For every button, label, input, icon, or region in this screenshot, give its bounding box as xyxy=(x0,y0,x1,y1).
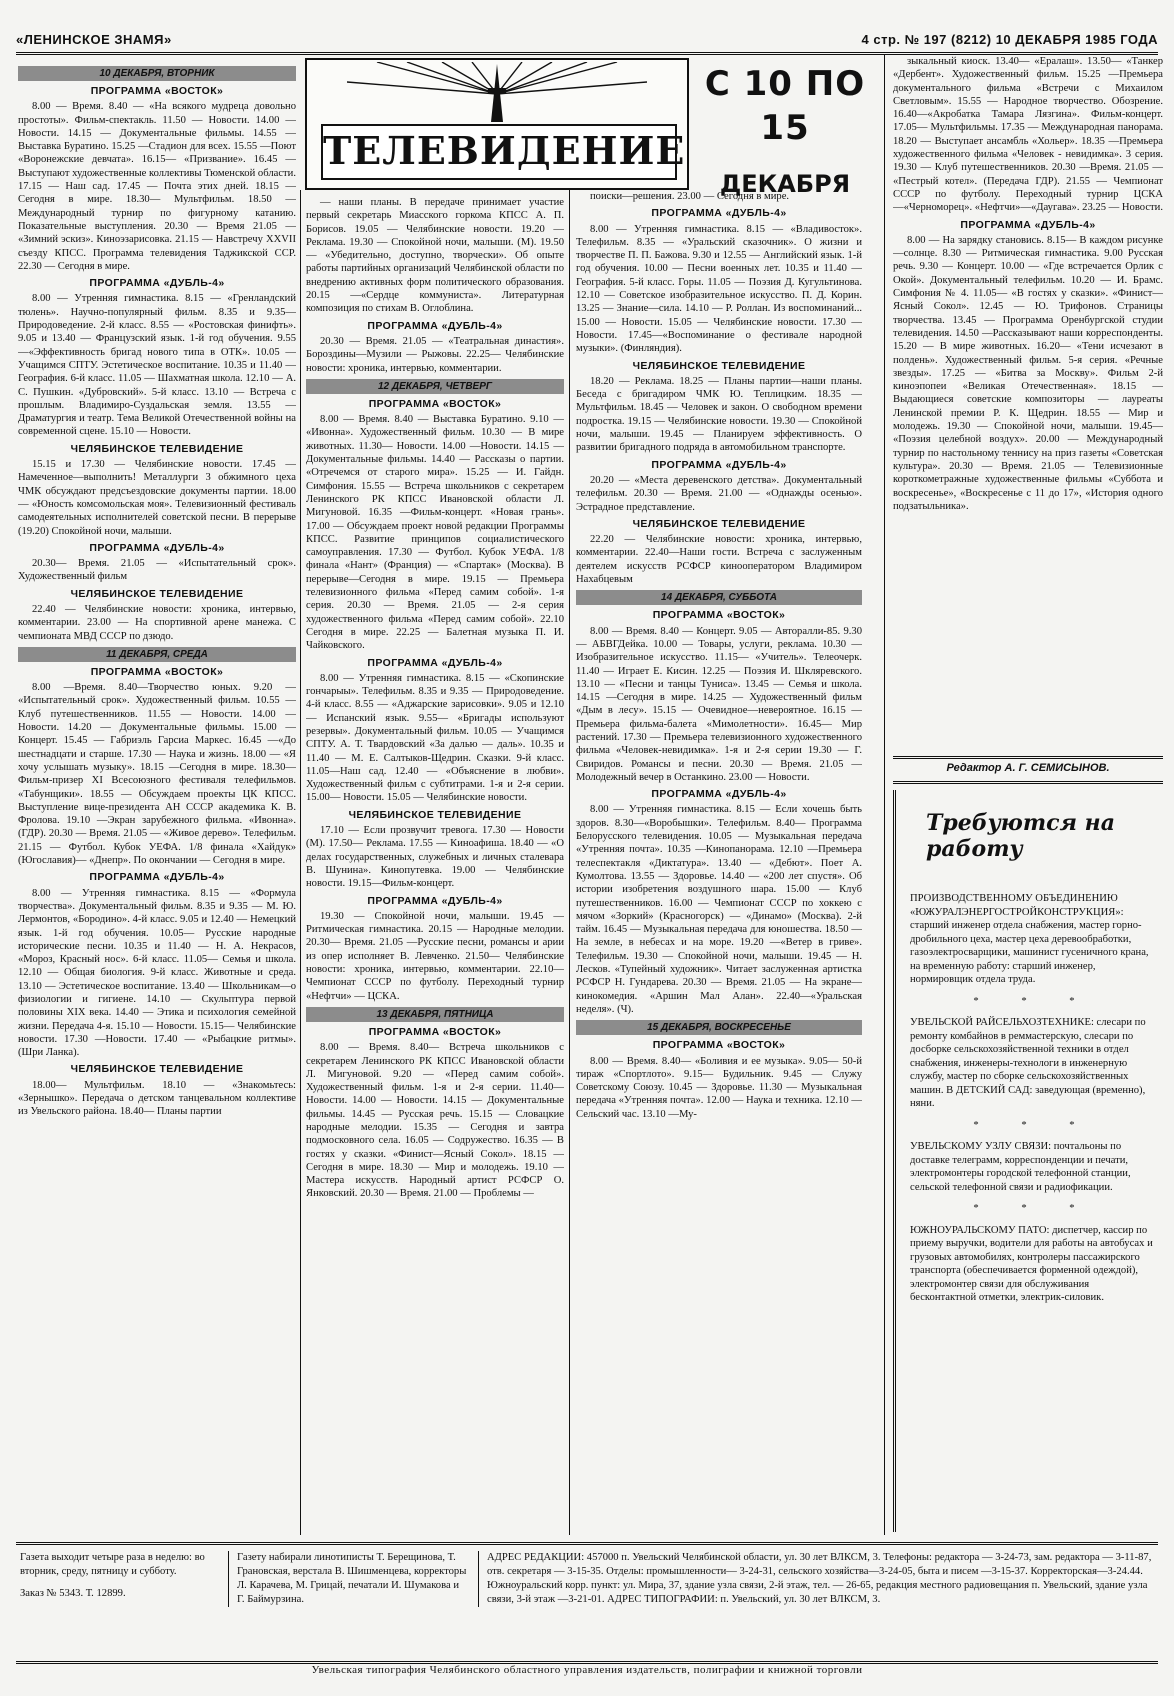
channel-heading: ЧЕЛЯБИНСКОЕ ТЕЛЕВИДЕНИЕ xyxy=(70,1063,244,1076)
program-listing: 8.00 — На зарядку становись. 8.15— В каждом рисунке—солнце. 8.30 — Ритмическая гимнастика. 9.00 Русская речь. 9.30 — Концерт. 10.00 — «Где встречается Орлик с Окой». Документальный телефильм. 10.20 — И. Брамс. Симфония № 4. 11.05— «В гостях у сказки». «Финист—Ясный Сокол». 12.45 — Ю. Трифонов. Страницы творчества. 13.45 — Программа Оренбургской студии телевидения. 14.50 —Рассказывают наши корреспонденты. 15.20 — В мире животных. 16.20— «Тени исчезают в полдень». Художественный фильм. 5-я серия. «Речные звезды». 17.25 — «Битва за Москву». Фильм 2-й киноэпопеи «Великая Отечественная». 18.15 — Выдающиеся советские композиторы — лауреаты Ленинской премии Р. К. Щедрин. 18.55 — Мир и молодежь. 19.30 — Спокойной ночи, малыши. 19.45— «Поэзия целебной воздух». 20.00 — Международный турнир по настольному теннису на приз газеты «Советская культура». 20.30 — Время. 21.05 — Телевизионные короткометражные художественные фильмы «Суббота и воскресенье», «Воскресенье с 11 до 17», «История одного подзатыльника». xyxy=(893,234,1163,512)
schedule-column-2 xyxy=(306,196,564,1532)
channel-heading: ПРОГРАММА «ДУБЛЬ-4» xyxy=(367,319,503,332)
program-listing: зыкальный киоск. 13.40— «Ералаш». 13.50— «Танкер «Дербент». Художественный фильм. 15.25 —Премьера документального фильма «Встречи с Михаилом Светловым». 15.55 — Народное творчество. Обозрение. 16.40—«Акробатка Тамара Лязгина». Фильм-концерт. 17.05— Мультфильмы. 17.35 — Международная панорама. 18.20 — Выступает ансамбль «Хольер». 18.35 —Премьера художественного фильма «Человек - невидимка». 3 серия. 19.30 — Клуб путешественников. 20.30 —Время. 21.05 — «Пестрый котел». (Передача ГДР). 21.55 — Чемпионат СССР по футболу. Переходный турнир ЦСКА—«Черноморец». «Нефтчи»—«Даугава». 23.25 — Новости. xyxy=(893,56,1163,214)
program-listing: 8.00 — Время. 8.40 — «На всякого мудреца довольно простоты». Фильм-спектакль. 11.50 — Новости. 14.00 — Новости. 14.15 — Документальные фильмы. 14.55 —Выставка Буратино. 15.25 —Стадион для всех. 15.55 —Поют «Воронежские девчата». 16.15— «Призвание». 16.45 — Выступают художественные коллективы Тюменской области. 17.15 — Наш сад. 17.45 — Почта этих дней. 18.15 — Сегодня в мире. 18.30— Мультфильм. 18.50 — Международный турнир по фигурному катанию. Показательные выступления. 20.30 — Время 21.05 — «Зимний эскиз». Киноэзарисовка. 21.15 — Навстречу XXVII съезду КПСС. Программа телевидения Таджикской ССР. 22.30 — Сегодня в мире. xyxy=(18,101,296,272)
channel-heading: ПРОГРАММА «ВОСТОК» xyxy=(652,1039,786,1052)
separator-stars: * * * xyxy=(973,1119,1095,1131)
program-listing: 18.20 — Реклама. 18.25 — Планы партии—наши планы. Беседа с бригадиром ЧМК Ю. Теплицким. 18.35 — Мультфильм. 18.45 — Человек и закон. О свободном времени подростка. 19.15 — Челябинские новости. 19.30 — Спокойной ночи, малыши. 19.45 — Планируем эффективность. О развитии бригадного подряда в автомобильном транспорте. xyxy=(576,375,862,454)
program-listing: 8.00 — Утренняя гимнастика. 8.15 — «Гренландский тюлень». Научно-популярный фильм. 8.35 и 9.35— Природоведение. 2-й класс. 8.55 — «Ростовская финифть». 9.05 и 13.40 — Французский язык. 1-й год обучения. 9.55 —«Эффективность бригад нового типа в ОТК». 10.05 — Учащимся СПТУ. Эстетическое воспитание. 10.35 и 11.40 — География. 6-й класс. 11.05 — Шахматная школа. 12.10 — А. С. Пушкин. «Дубровский». 5-й класс. 13.10 — Встреча с прошлым. Владимиро-Суздальская земля. 13.55 — Драматургия и театр. Тема Великой Отечественной войны на современной сцене. 15.10 — Новости. xyxy=(18,293,296,438)
channel-heading: ПРОГРАММА «ДУБЛЬ-4» xyxy=(651,458,787,471)
imprint-schedule xyxy=(20,1551,220,1609)
job-ad: УВЕЛЬСКОЙ РАЙСЕЛЬХОЗТЕХНИКЕ: слесари по ремонту комбайнов в реммастерскую, слесари по досборке сельскохозяйственной техники в отдел снабжения, инженеры-технологи в инженерную службу, мастер по сборке сельскохозяйственных машин. В ДЕТСКИЙ САД: заведующая (временно), няни. xyxy=(910,1017,1146,1109)
television-heading: ТЕЛЕВИДЕНИЕ xyxy=(321,124,677,180)
job-ads-title: Требуются на работу xyxy=(926,810,1115,862)
channel-heading: ПРОГРАММА «ДУБЛЬ-4» xyxy=(651,207,787,220)
day-heading: 15 ДЕКАБРЯ, ВОСКРЕСЕНЬЕ xyxy=(576,1020,862,1035)
separator-stars: * * * xyxy=(973,995,1095,1007)
channel-heading: ПРОГРАММА «ДУБЛЬ-4» xyxy=(89,541,225,554)
editor-credit: Редактор А. Г. СЕМИСЫНОВ. xyxy=(893,756,1163,784)
program-listing: — наши планы. В передаче принимает участие первый секретарь Миасского горкома КПСС А. П. Борисов. 19.05 — Челябинские новости. 19.20 — Реклама. 19.30 — Спокойной ночи, малыши. (М). 19.50 — «Убедительно, доступно, творчески». Об опыте работы партийных организаций Челябинской области по внедрению активных форм политического образования. 20.15 —«Сердце коммуниста». Литературная композиция по стихам В. Оглоблина. xyxy=(306,197,564,315)
channel-heading: ЧЕЛЯБИНСКОЕ ТЕЛЕВИДЕНИЕ xyxy=(632,359,806,372)
channel-heading: ЧЕЛЯБИНСКОЕ ТЕЛЕВИДЕНИЕ xyxy=(632,517,806,530)
program-listing: поиски—решения. 23.00 — Сегодня в мире. xyxy=(590,191,790,202)
schedule-column-4 xyxy=(893,55,1163,755)
channel-heading: ПРОГРАММА «ВОСТОК» xyxy=(368,397,502,410)
channel-heading: ПРОГРАММА «ДУБЛЬ-4» xyxy=(960,218,1096,231)
channel-heading: ПРОГРАММА «ДУБЛЬ-4» xyxy=(367,894,503,907)
job-ads xyxy=(893,790,1166,1532)
channel-heading: ПРОГРАММА «ВОСТОК» xyxy=(90,665,224,678)
printer-credit: Увельская типография Челябинского областного управления издательств, полиграфии и книжной торговли xyxy=(311,1664,863,1676)
job-ads-list xyxy=(896,892,1166,1305)
program-listing: 19.30 — Спокойной ночи, малыши. 19.45 — Ритмическая гимнастика. 20.15 — Народные мелодии. 20.30— Время. 21.05 —Русские песни, романсы и арии из опер исполняет В. Левченко. 21.50— Челябинские новости: хроника, интервью, комментарии. 22.10— Чемпионат СССР по футболу. Переходный турнир «Нефтчи» — ЦСКА. xyxy=(306,910,564,1002)
program-listing: 8.00 — Утренняя гимнастика. 8.15 — «Формула творчества». Документальный фильм. 8.35 и 9.35 — М. Ю. Лермонтов, «Бородино». 4-й класс. 9.05 и 12.40 — Немецкий язык. 1-й год обучения. 10.05— Русские народные исторические песни. 10.35 и 11.40 — Н. А. Некрасов, «Мороз, Красный нос». 6-й класс. 11.05— Семья и школа. 12.10 — Общая биология. 9-й класс. Животные и среда. 13.10 — Эстетическое воспитание. 13.40 — Школьникам—о физиологии и гигиене. 14.10 — Скульптура первой половины XIX века. 14.40 — Этика и психология семейной жизни. Передача 4-я. 15.10 — Новости. 15.15— Челябинские новости. 17.30 —Новости. 17.40 — «Рыбацкие ритмы». (Шри Ланка). xyxy=(18,887,296,1059)
imprint-staff: Газету набирали линотиписты Т. Берещинова, Т. Грановская, верстала В. Шишменцева, корректоры Л. Карачева, М. Грицай, печатали И. Шумакова и Г. Баймурзина. xyxy=(228,1551,467,1607)
schedule-column-3 xyxy=(576,190,862,1532)
publication-schedule: Газета выходит четыре раза в неделю: во вторник, среду, пятницу и субботу. xyxy=(20,1552,205,1577)
program-listing: 20.30 — Время. 21.05 — «Театральная династия». Бороздины—Музили — Рыжовы. 22.25— Челябинские новости: хроника, интервью, комментарии. xyxy=(306,335,564,374)
date-range-days: С 10 ПО 15 xyxy=(704,64,866,148)
job-ad: ПРОИЗВОДСТВЕННОМУ ОБЪЕДИНЕНИЮ «ЮЖУРАЛЭНЕРГОСТРОЙКОНСТРУКЦИЯ»: старший инженер отдела снабжения, мастер горно-дробильного цеха, мастер цеха деревообработки, газоэлектросварщики, машинист гусеничного крана, на временную работу: старший инженер, нормировщик отдела труда. xyxy=(910,893,1149,985)
issue-line: 4 стр. № 197 (8212) 10 ДЕКАБРЯ 1985 ГОДА xyxy=(861,32,1158,47)
masthead xyxy=(16,30,1158,55)
program-listing: 20.20 — «Места деревенского детства». Документальный телефильм. 20.30 — Время. 21.00 — «Однажды осенью». Эстрадное представление. xyxy=(576,474,862,513)
channel-heading: ПРОГРАММА «ВОСТОК» xyxy=(368,1025,502,1038)
imprint xyxy=(16,1542,1158,1664)
day-heading: 14 ДЕКАБРЯ, СУББОТА xyxy=(576,590,862,605)
channel-heading: ЧЕЛЯБИНСКОЕ ТЕЛЕВИДЕНИЕ xyxy=(70,442,244,455)
channel-heading: ПРОГРАММА «ДУБЛЬ-4» xyxy=(367,656,503,669)
program-listing: 8.00 — Время. 8.40 — Выставка Буратино. 9.10 — «Ивонна». Художественный фильм. 10.30 — В мире животных. 11.30— Новости. 14.00 —Новости. 14.15 — Документальные фильмы. 14.40 — Рассказы о партии. «Отречемся от старого мира». 15.25 — И. Гайдн. Симфония. 15.55 — Встреча школьников с секретарем Ленинского РК КПСС Ивановской области Л. Мигуновой. 16.35 —Фильм-концерт. «Новая грань». 17.00 — Обсуждаем проект новой редакции Программы КПСС. Развитие принципов социалистического самоуправления. 17.30 — Футбол. Кубок УЕФА. 1/8 финала «Нант» (Франция) — «Спартак» (Москва). В перерыве—Сегодня в мире. 19.15 — Премьера телевизионного фильма «Перед самим собой». 1-я серия. 20.30 — Время. 21.05 — 2-я серия художественного фильма «Перед самим собой». 22.10 Сегодня в мире. 22.25 — Балетная музыка П. И. Чайковского. xyxy=(306,414,564,652)
tv-tower-icon xyxy=(347,62,647,126)
program-listing: 22.20 — Челябинские новости: хроника, интервью, комментарии. 22.40—Наши гости. Встреча с заслуженным деятелем искусств РСФСР кинооператором Владимиром Нахабцевым xyxy=(576,534,862,586)
program-listing: 17.10 — Если прозвучит тревога. 17.30 — Новости (М). 17.50— Реклама. 17.55 — Киноафиша. 18.40 — «О делах государственных, служебных и личных сталевара В. Шунина». Кинопутевка. 19.00 — Челябинские новости. 19.15—Фильм-концерт. xyxy=(306,825,564,890)
channel-heading: ПРОГРАММА «ВОСТОК» xyxy=(652,609,786,622)
day-heading: 13 ДЕКАБРЯ, ПЯТНИЦА xyxy=(306,1007,564,1022)
program-listing: 18.00— Мультфильм. 18.10 — «Знакомьтесь: «Зернышко». Передача о детском танцевальном коллективе из Увельского района. 18.40— Планы партии xyxy=(18,1079,296,1118)
channel-heading: ПРОГРАММА «ДУБЛЬ-4» xyxy=(89,277,225,290)
column-divider xyxy=(884,55,885,1535)
job-ad: ЮЖНОУРАЛЬСКОМУ ПАТО: диспетчер, кассир по приему выручки, водители для работы на автобусах и грузовых автомобилях, контролеры пассажирского транспорта (обеспечивается форменной одеждой), электромонтер связи для обслуживания бесконтактной отметки, электрик-силовик. xyxy=(910,1224,1153,1303)
schedule-column-1 xyxy=(18,62,296,1532)
program-listing: 8.00 — Утренняя гимнастика. 8.15 — «Скопинские гончарыы». Телефильм. 8.35 и 9.35 — Природоведение. 4-й класс. 8.55 — «Аджарские зарисовки». 9.05 и 12.10 — Испанский язык. 9.55— «Бригады используют резервы». Документальный фильм. 10.05 — Учащимся СПТУ. А. Т. Твардовский «За далью — даль». 10.35 и 11.40 — М. Е. Салтыков-Щедрин. Сказки. 9-й класс. 11.05—Наш сад. 12.40 — «Объяснение в любви». Художественный фильм с субтитрами. 1-я и 2-я серии. 15.00— Новости. 15.05 — Челябинские новости. xyxy=(306,672,564,804)
channel-heading: ПРОГРАММА «ДУБЛЬ-4» xyxy=(651,788,787,801)
program-listing: 8.00 — Утренняя гимнастика. 8.15 — Если хочешь быть здоров. 8.30—«Воробышки». Телефильм. 8.40— Программа Белорусского телевидения. 10.05 — Музыкальная передача «Утренняя почта». 10.35 —Кинопанорама. 12.10 —Премьера телеспектакля «Диктатура». 13.40 — «Дебют». Поет А. Кумолтова. 13.55 — Здоровье. 14.40 — «200 лет спустя». Об истории изобретения воздушного шара. 15.00 — Клуб путешественников. 16.00 — Чемпионат СССР по хоккею с мячом «Зоркий» (Красногорск) — «Динамо» (Москва). 2-й тайм. 16.45 — Музыкальная передача для юношества. 18.50 — На земле, в небесах и на море. 19.20 —«Ветер в гриве». Телефильм. 19.30 — Спокойной ночи, малыши. 19.45 — Н. Лесков. «Тупейный художник». Читает заслуженная артистка РСФСР Н. Гундарева. 20.30 — Время. 21.05 — На экране—кинокомедия. «Аршин Мал Алан». 22.40—«Уральская неделя». (Ч). xyxy=(576,804,862,1015)
program-listing: 22.40 — Челябинские новости: хроника, интервью, комментарии. 23.00 — На спортивной арене манежа. С чемпионата МВД СССР по дзюдо. xyxy=(18,603,296,642)
date-range xyxy=(695,62,875,198)
program-listing: 8.00 — Утренняя гимнастика. 8.15 — «Владивосток». Телефильм. 8.35 — «Уральский сказочник». О жизни и творчестве П. П. Бажова. 9.30 и 12.55 — Английский язык. 1-й год обучения. 10.00 — Песни военных лет. 10.35 и 11.40 — География. 5-й класс. Горы. 11.05 — Поэзия Д. Кугультинова. 12.10 — Советское изобразительное искусство. П. Д. Корин. 13.25 — Знание—сила. 14.10 — Р. Роллан. Из воспоминаний... 15.00 — Новости. 15.05 — Челябинские новости. 17.30 — Новости. 17.45—«Воспоминание о фестивале народной музыки». (Финляндия). xyxy=(576,223,862,355)
day-heading: 11 ДЕКАБРЯ, СРЕДА xyxy=(18,647,296,662)
column-divider xyxy=(300,190,301,1535)
program-listing: 8.00 — Время. 8.40— Встреча школьников с секретарем Ленинского РК КПСС Ивановской области Л. Мигуновой. 9.20 — «Перед самим собой». Художественный фильм. 1-я и 2-я серии. 11.40—Новости. 14.00 — Новости. 14.15 — Документальные фильмы. 14.45 — Русская речь. 15.15 — Словацкие народные мелодии. 15.35 — Сегодня и завтра подмосковного села. 16.05 — Содружество. 16.35 — В гостях у сказки. «Финист—Ясный Сокол». 18.15 — Сегодня в мире. 18.30 — Мир и молодежь. 19.10 — Мастера искусств. Народный артист РСФСР О. Янковский. 20.30 — Время. 21.00 — Проблемы — xyxy=(306,1042,564,1200)
program-listing: 8.00 —Время. 8.40—Творчество юных. 9.20 — «Испытательный срок». Художественный фильм. 10.55 — Клуб путешественников. 11.55 — Новости. 14.00 — Новости. 14.20 — Документальные фильмы. 15.00 — Концерт. 15.45 — Габриэль Гарсиа Маркес. 16.45 —«До шестнадцати и старше. 17.30 — Наука и жизнь. 18.00 — «Я хочу услышать музыку». 18.15 —Сегодня в мире. 18.30— Фильм-призер XI Всесоюзного фестиваля телефильмов. «Табунщики». 18.55 — Обсуждаем проекты ЦК КПСС. Выступление вице-президента АН СССР академика К. В. Фролова. 19.10 —Экран зарубежного фильма. «Ивонна». (ГДР). 20.30 — Время. 21.05 — «Живое дерево». Телефильм. 21.15 — Футбол. Кубок УЕФА. 1/8 финала «Хайдук» (Югославия)— «Днепр». По окончании — Сегодня в мире. xyxy=(18,682,296,867)
channel-heading: ПРОГРАММА «ДУБЛЬ-4» xyxy=(89,871,225,884)
column-divider xyxy=(569,190,570,1535)
channel-heading: ПРОГРАММА «ВОСТОК» xyxy=(90,85,224,97)
day-heading: 10 ДЕКАБРЯ, ВТОРНИК xyxy=(18,66,296,81)
imprint-address: АДРЕС РЕДАКЦИИ: 457000 п. Увельский Челябинской области, ул. 30 лет ВЛКСМ, 3. Телефоны: редактора — 3-24-73, зам. редактора — 3-11-87, отв. секретаря — 3-15-35. Отделы: промышленности— 3-24-31, сельского хозяйства—3-24-05, быта и писем —3-15-37. Корректорская—3-24.44. Южноуральский корр. пункт: ул. Мира, 37, здание узла связи, 2-й этаж, тел. — 26-65, редакция местного радиовещания п. Увельский, здание узла связи, 3-й этаж —3-21-01. АДРЕС ТИПОГРАФИИ: п. Увельский, ул. 30 лет ВЛКСМ, 3. xyxy=(478,1551,1154,1607)
job-ad: УВЕЛЬСКОМУ УЗЛУ СВЯЗИ: почтальоны по доставке телеграмм, корреспонденции и печати, электромонтеры городской телефонной станции, сельской телефонной связи и радиофикации. xyxy=(910,1141,1131,1193)
order-number: Заказ № 5343. Т. 12899. xyxy=(20,1588,126,1599)
newspaper-name: «ЛЕНИНСКОЕ ЗНАМЯ» xyxy=(16,32,172,47)
program-listing: 15.15 и 17.30 — Челябинские новости. 17.45 — Намеченное—выполнить! Металлурги 3 обжимного цеха ЧМК обсуждают предсъездовские документы партии. 18.00 — «Юность комсомольская моя». Телевизионный фестиваль самодеятельных исполнителей советской песни. В перерыве (19.20) Спокойной ночи, малыши. xyxy=(18,459,296,537)
channel-heading: ЧЕЛЯБИНСКОЕ ТЕЛЕВИДЕНИЕ xyxy=(70,587,244,600)
date-range-month: ДЕКАБРЯ xyxy=(719,170,851,198)
program-listing: 20.30— Время. 21.05 — «Испытательный срок». Художественный фильм xyxy=(18,558,296,583)
day-heading: 12 ДЕКАБРЯ, ЧЕТВЕРГ xyxy=(306,379,564,394)
channel-heading: ЧЕЛЯБИНСКОЕ ТЕЛЕВИДЕНИЕ xyxy=(348,808,522,821)
separator-stars: * * * xyxy=(973,1203,1095,1214)
program-listing: 8.00 — Время. 8.40— «Боливия и ее музыка». 9.05— 50-й тираж «Спортлото». 9.15— Будильник. 9.45 — Служу Советскому Союзу. 10.45 — Здоровье. 11.30 — Музыкальная передача «Утренняя почта». 12.00 — Наука и техника. 12.10 — Сельский час. 13.10 —Му- xyxy=(576,1055,862,1120)
television-logo xyxy=(305,58,689,190)
program-listing: 8.00 — Время. 8.40 — Концерт. 9.05 — Авторалли-85. 9.30 — АБВГДейка. 10.00 — Товары, услуги, реклама. 10.30 — Изобразительное искусство. 11.15— «Учитель». Телеочерк. 11.40 — Играет Е. Кисин. 12.25 — Поэзия И. Шкляревского. 13.10 — «Песни и танцы Туниса». 13.45 — Семья и школа. 14.15 —Сегодня в мире. 14.25 — Художественный фильм «Дым в лесу». 15.15 — Очевидное—невероятное. 16.15 — Премьера фильма-балета «Мимолетности». 16.45— Мир растений. 17.30 — Премьера телевизионного художественного фильма «Человек-невидимка». 1-я и 2-я серии 19.30 — Г. Свиридов. Романсы и песни. 20.30 — Время. 21.05 — Молодежный вечер в Останкино. 23.00 — Новости. xyxy=(576,625,862,783)
